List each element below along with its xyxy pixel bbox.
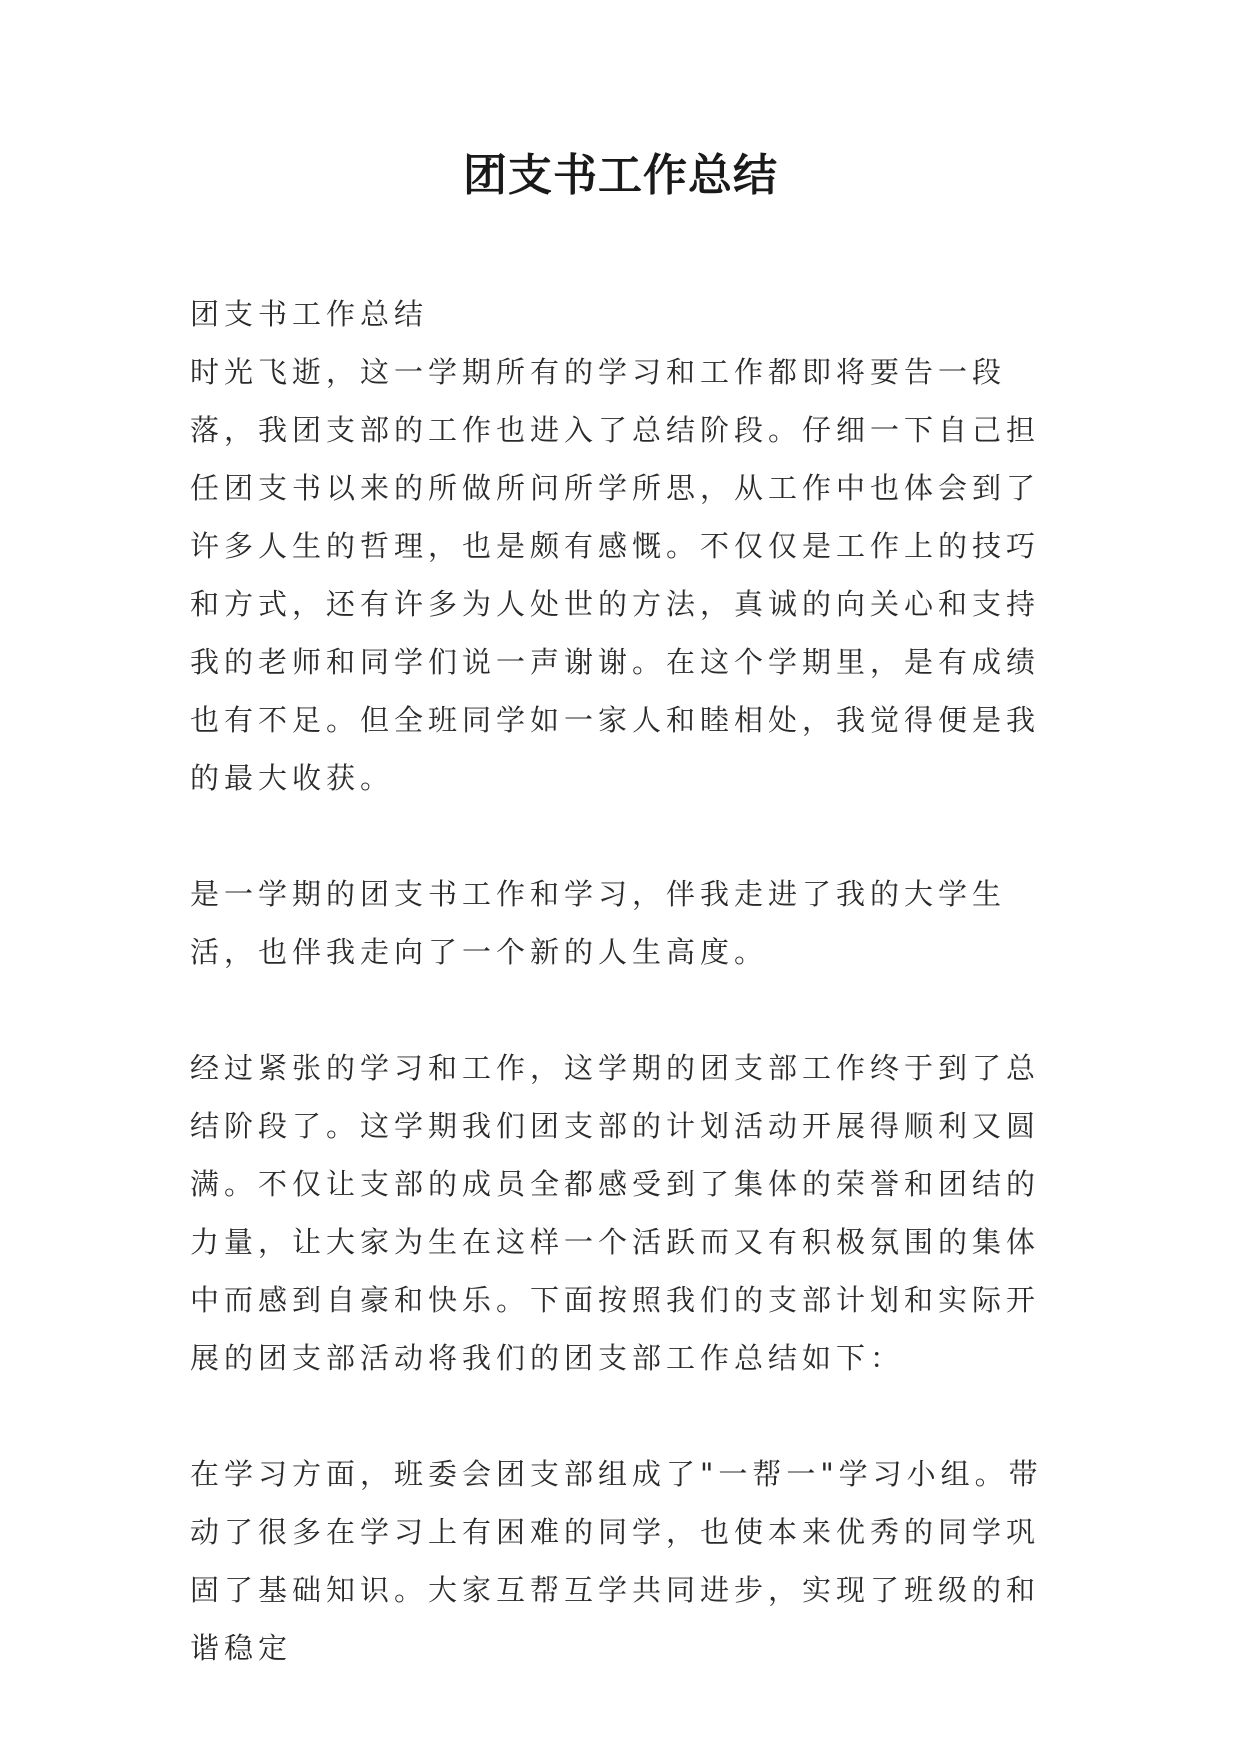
page-title: 团支书工作总结	[463, 150, 778, 201]
paragraph-spacer	[190, 807, 1070, 865]
study-paragraph: 在学习方面，班委会团支部组成了"一帮一"学习小组。带动了很多在学习上有困难的同学，也使本来优秀的同学巩固了基础知识。大家互帮互学共同进步，实现了班级的和谐稳定	[190, 1457, 1043, 1665]
paragraph-spacer	[190, 981, 1070, 1039]
paragraph-spacer	[190, 1387, 1070, 1445]
summary-intro-paragraph: 经过紧张的学习和工作，这学期的团支部工作终于到了总结阶段了。这学期我们团支部的计划活动开展得顺利又圆满。不仅让支部的成员全都感受到了集体的荣誉和团结的力量，让大家为生在这样一个活跃而又有积极氛围的集体中而感到自豪和快乐。下面按照我们的支部计划和实际开展的团支部活动将我们的团支部工作总结如下：	[190, 1051, 1041, 1375]
subtitle-paragraph: 团支书工作总结	[190, 297, 429, 331]
document-body	[190, 285, 1070, 1677]
intro-paragraph: 时光飞逝，这一学期所有的学习和工作都即将要告一段落，我团支部的工作也进入了总结阶段。仔细一下自己担任团支书以来的所做所问所学所思，从工作中也体会到了许多人生的哲理，也是颇有感慨。不仅仅是工作上的技巧和方式，还有许多为人处世的方法，真诚的向关心和支持我的老师和同学们说一声谢谢。在这个学期里，是有成绩也有不足。但全班同学如一家人和睦相处，我觉得便是我的最大收获。	[190, 355, 1041, 795]
reflection-paragraph: 是一学期的团支书工作和学习，伴我走进了我的大学生活，也伴我走向了一个新的人生高度。	[190, 877, 1007, 969]
